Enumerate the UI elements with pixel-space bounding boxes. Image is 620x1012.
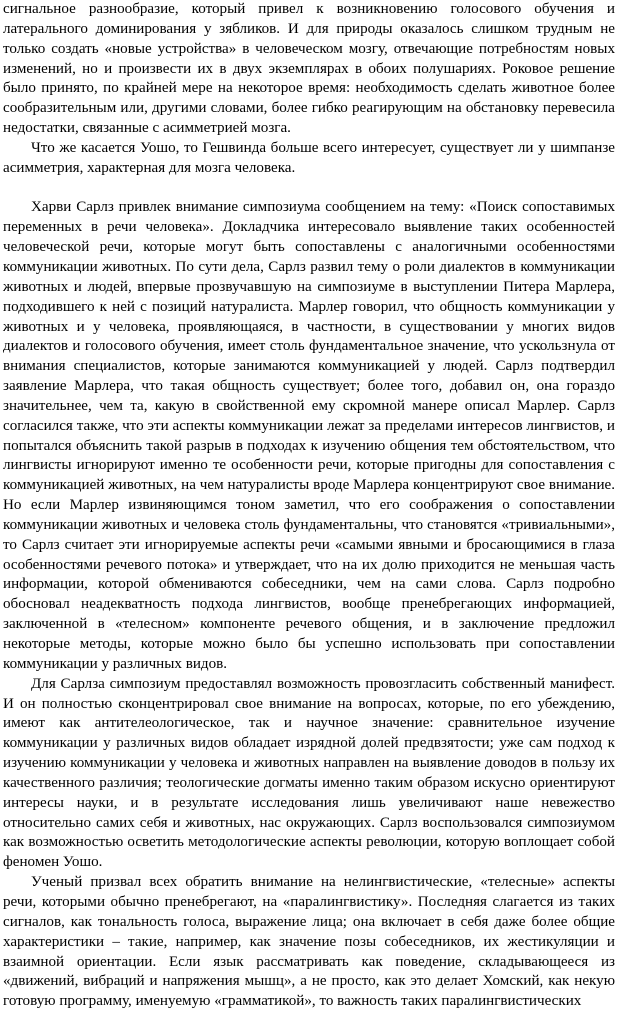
paragraph-2: Что же касается Уошо, то Гешвинда больше всего интересует, существует ли у шимпанзе асимметрия, характерная для мозга человека. xyxy=(3,139,615,176)
paragraph-3: Харви Сарлз привлек внимание симпозиума сообщением на тему: «Поиск сопоставимых переменных в речи человека». Докладчика интересовало выявление таких особенностей человеческой речи, которые могут быть сопоставлены с аналогичными особенностями коммуникации животных. По сути дела, Сарлз развил тему о роли диалектов в коммуникации животных и людей, впервые прозвучавшую на симпозиуме в выступлении Питера Марлера, подходившего к ней с позиций натуралиста. Марлер говорил, что общность коммуникации у животных и у человека, проявляющаяся, в частности, в существовании у многих видов диалектов и голосового обучения, имеет столь фундаментальное значение, что ускользнула от внимания специалистов, которые занимаются коммуникацией у людей. Сарлз подтвердил заявление Марлера, что такая общность существует; более того, добавил он, она гораздо значительнее, чем та, какую в свойственной ему скромной манере описал Марлер. Сарлз согласился также, что эти аспекты коммуникации лежат за пределами интересов лингвистов, и попытался объяснить такой разрыв в подходах к изучению общения тем обстоятельством, что лингвисты игнорируют именно те особенности речи, которые пригодны для сопоставления с коммуникацией животных, на чем натуралисты вроде Марлера концентрируют свое внимание. Но если Марлер извиняющимся тоном заметил, что его соображения о сопоставлении коммуникации животных и человека столь фундаментальны, что становятся «тривиальными», то Сарлз считает эти игнорируемые аспекты речи «самыми явными и бросающимися в глаза особенностями речевого потока» и утверждает, что на их долю приходится не меньшая часть информации, которой обмениваются собеседники, чем на сами слова. Сарлз подробно обосновал неадекватность подхода лингвистов, вообще пренебрегающих информацией, заключенной в «телесном» компоненте речевого общения, и в заключение предложил некоторые методы, которые можно было бы успешно использовать при сопоставлении коммуникации у различных видов. xyxy=(3,199,615,672)
document-page xyxy=(3,0,615,1012)
paragraph-5: Ученый призвал всех обратить внимание на нелингвистические, «телесные» аспекты речи, которыми обычно пренебрегают, на «паралингвистику». Последняя слагается из таких сигналов, как тональность голоса, выражение лица; она включает в себя даже более общие характеристики – такие, например, как значение позы собеседников, их жестикуляции и взаимной ориентации. Если язык рассматривать как поведение, складывающееся из «движений, вибраций и напряжения мышц», а не просто, как это делает Хомский, как некую готовую программу, именуемую «грамматикой», то важность таких паралингвистических xyxy=(3,874,615,1010)
paragraph-spacer xyxy=(3,179,615,199)
paragraph-4: Для Сарлза симпозиум предоставлял возможность провозгласить собственный манифест. И он полностью сконцентрировал свое внимание на вопросах, которые, по его убеждению, имеют как антителеологическое, так и научное значение: сравнительное изучение коммуникации у различных видов обладает изрядной долей предвзятости; уже сам подход к изучению коммуникации у человека и животных направлен на выявление доводов в пользу их качественного различия; теологические догматы именно таким образом искусно ориентируют интересы науки, и в результате исследования лишь увеличивают наше невежество относительно самих себя и животных, нас окружающих. Сарлз воспользовался симпозиумом как возможностью осветить методологические аспекты революции, которую воплощает собой феномен Уошо. xyxy=(3,675,615,871)
paragraph-1: сигнальное разнообразие, который привел к возникновению голосового обучения и латерального доминирования у зябликов. И для природы оказалось слишком трудным не только создать «новые устройства» в человеческом мозгу, отвечающие потребностям новых изменений, но и произвести их в двух экземплярах в обоих полушариях. Роковое решение было принято, по крайней мере на некоторое время: необходимость сделать животное более сообразительным или, другими словами, более гибко реагирующим на обстановку перевесила недостатки, связанные с асимметрией мозга. xyxy=(3,1,615,137)
